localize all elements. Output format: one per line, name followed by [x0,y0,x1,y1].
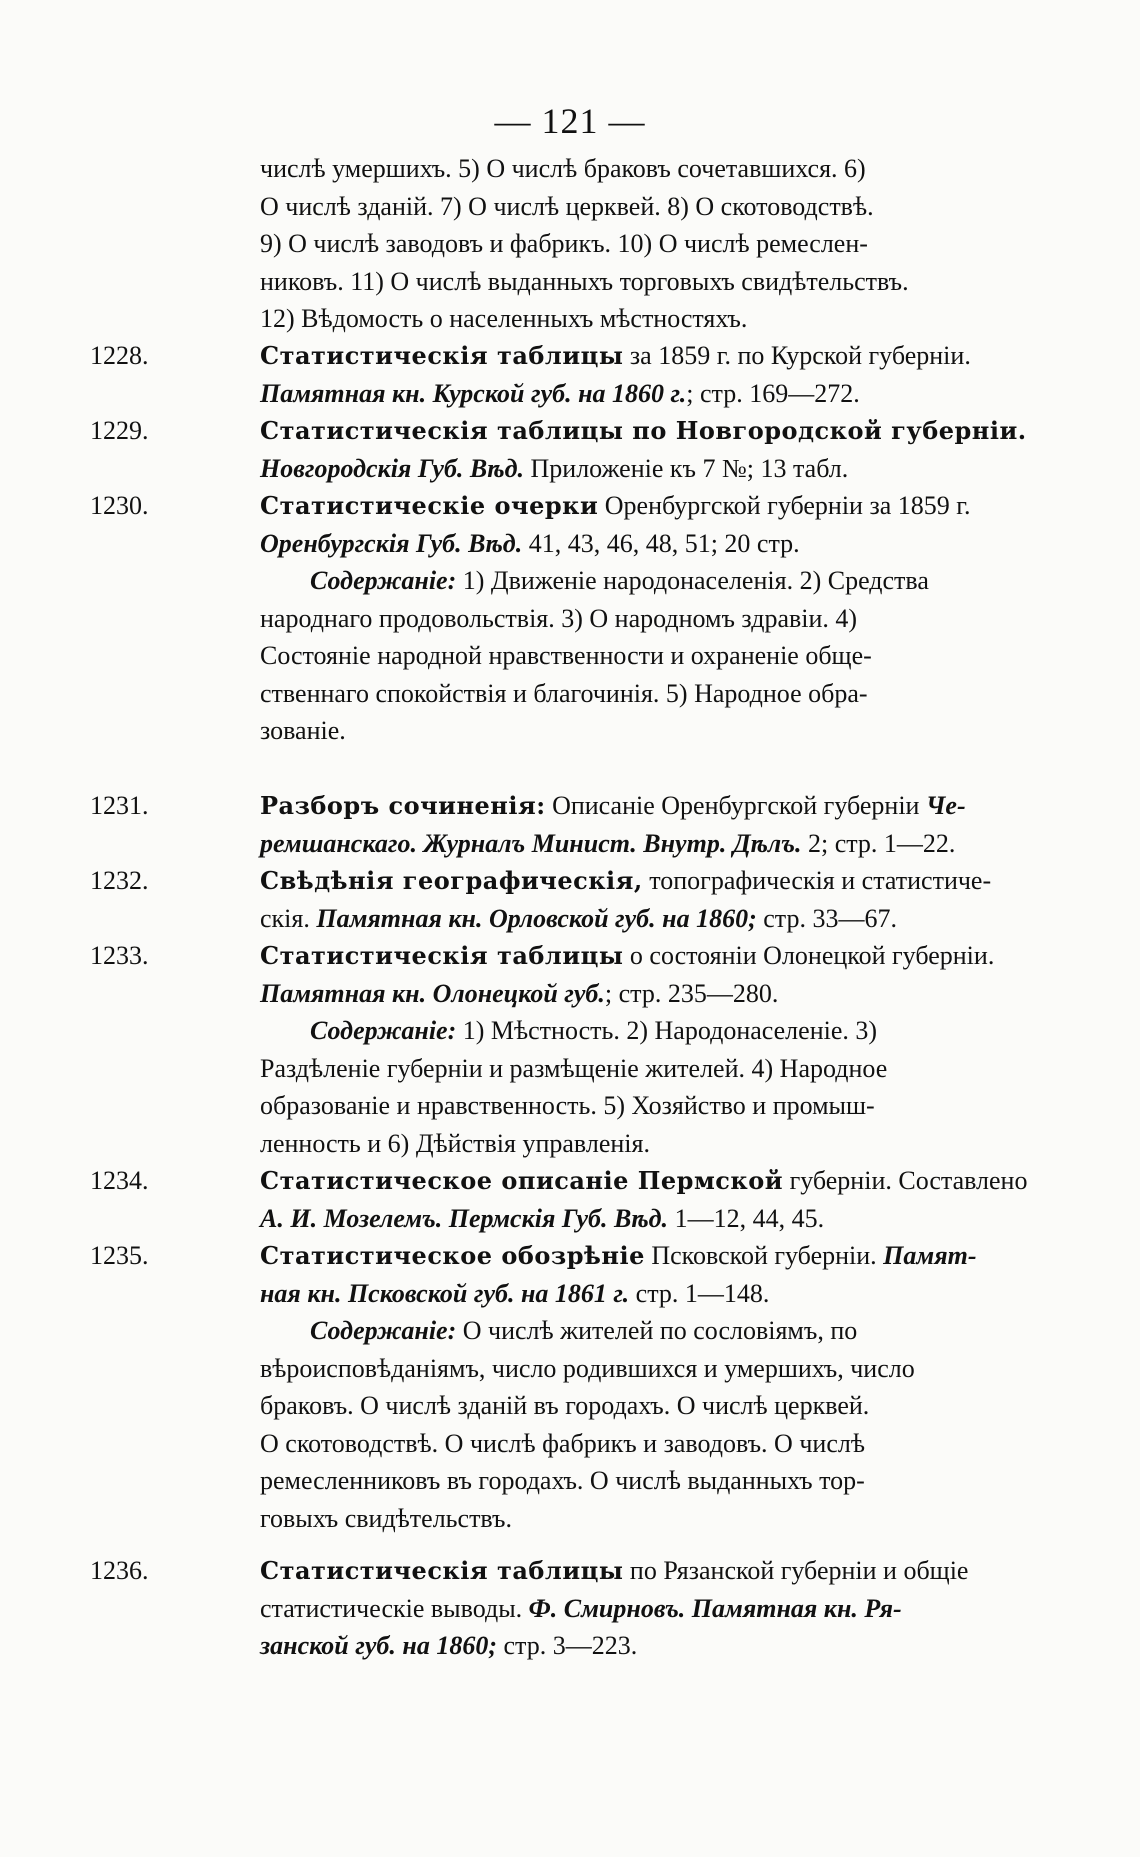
entry-pages: стр. 3—223. [496,1631,638,1660]
content-text: зованіе. [260,716,346,745]
entry-pages: 2; стр. 1—22. [801,828,956,858]
entry-number: 1229. [90,416,149,445]
entry-title: Статистическія таблицы [260,941,624,970]
entry-pages: стр. 33—67. [756,903,897,933]
content-label: Содержаніе: [310,566,457,595]
entry-pages: 41, 43, 46, 48, 51; 20 стр. [522,528,800,558]
entry-source: ная кн. Псковской губ. на 1861 г. [260,1278,630,1308]
entry-title: Статистическое описаніе Пермской [260,1166,784,1195]
entry-text: по Рязанской губерніи и общіе [623,1556,969,1585]
entry-pages: 1—12, 44, 45. [668,1203,825,1233]
entry-number: 1233. [90,941,149,970]
entry-text: за 1859 г. по Курской губерніи. [623,341,971,370]
text-line: 9) О числѣ заводовъ и фабрикъ. 10) О числѣ ремеслен- [260,229,868,258]
entry-1232 [90,862,990,937]
text-line: О числѣ зданій. 7) О числѣ церквей. 8) О скотоводствѣ. [260,191,874,221]
content-text: О числѣ жителей по сословіямъ, по [456,1316,858,1345]
entry-source: Новгородскія Губ. Вѣд. [260,453,525,483]
text-line: 12) Вѣдомость о населенныхъ мѣстностяхъ. [260,304,748,333]
entry-pages: стр. 1—148. [629,1278,770,1308]
entry-text: Оренбургской губерніи за 1859 г. [598,491,971,520]
entry-source: А. И. Мозелемъ. Пермскія Губ. Вѣд. [260,1203,669,1233]
entry-1233 [90,937,995,1162]
entry-pages: ; стр. 169—272. [686,378,860,408]
entry-source: Памят- [883,1241,977,1270]
entry-number: 1235. [90,1241,149,1270]
entry-pages: Приложеніе къ 7 №; 13 табл. [524,453,849,483]
content-text: О скотоводствѣ. О числѣ фабрикъ и заводовъ. О числѣ [260,1428,865,1458]
content-text: браковъ. О числѣ зданій въ городахъ. О числѣ церквей. [260,1391,870,1420]
text-line: числѣ умершихъ. 5) О числѣ браковъ сочетавшихся. 6) [260,154,866,183]
entry-author: Че- [925,791,966,820]
content-text: ственнаго спокойствія и благочинія. 5) Народное обра- [260,678,868,708]
text-line: никовъ. 11) О числѣ выданныхъ торговыхъ свидѣтельствъ. [260,266,909,296]
content-text: говыхъ свидѣтельствъ. [260,1503,513,1533]
entry-source: занской губ. на 1860; [260,1631,497,1660]
entry-source: Памятная кн. Орловской губ. на 1860; [316,903,757,933]
entry-number: 1228. [90,341,149,370]
content-text: 1) Движеніе народонаселенія. 2) Средства [456,566,929,595]
entry-source: ремшанскаго. Журналъ Минист. Внутр. Дѣлъ. [260,828,802,858]
entry-number: 1232. [90,866,149,895]
page-number: — 121 — [494,101,646,141]
entry-pages: ; стр. 235—280. [604,978,779,1008]
entry-1229 [90,412,1027,487]
content-text: 1) Мѣстность. 2) Народонаселеніе. 3) [456,1016,878,1045]
content-label: Содержаніе: [310,1316,457,1345]
entry-source: Ф. Смирновъ. Памятная кн. Ря- [528,1593,902,1623]
content-text: ленность и 6) Дѣйствія управленія. [260,1128,650,1158]
entry-1235 [90,1237,990,1537]
entry-1234 [90,1162,1028,1237]
entry-number: 1230. [90,491,149,520]
entry-title: Статистическія таблицы по Новгородской губерніи. [260,416,1027,445]
entry-1231 [90,787,990,862]
entry-source: Памятная кн. Олонецкой губ. [260,978,605,1008]
entry-number: 1236. [90,1556,149,1585]
content-text: ремесленниковъ въ городахъ. О числѣ выданныхъ тор- [260,1466,865,1495]
entry-text: статистическіе выводы. [260,1593,529,1623]
content-text: народнаго продовольствія. 3) О народномъ здравіи. 4) [260,603,858,633]
entry-text: скія. [260,903,317,933]
entry-text: губерніи. Составлено [783,1166,1028,1195]
content-label: Содержаніе: [310,1016,457,1045]
content-text: вѣроисповѣданіямъ, число родившихся и умершихъ, число [260,1353,915,1383]
entry-title: Разборъ сочиненія: [260,791,546,820]
intro-text [90,150,990,338]
entry-number: 1231. [90,791,149,820]
entry-number: 1234. [90,1166,149,1195]
entry-text: Описаніе Оренбургской губерніи [545,791,926,820]
content-text: Раздѣленіе губерніи и размѣщеніе жителей. 4) Народное [260,1053,888,1083]
entry-1230 [90,487,990,750]
entry-title: Статистическія таблицы [260,1556,624,1585]
content-text: Состояніе народной нравственности и охраненіе обще- [260,641,872,670]
entry-1236 [90,1552,990,1665]
entry-text: Псковской губерніи. [644,1241,884,1270]
entry-source: Оренбургскія Губ. Вѣд. [260,528,523,558]
entry-title: Статистическія таблицы [260,341,624,370]
content-text: образованіе и нравственность. 5) Хозяйство и промыш- [260,1091,875,1120]
entry-source: Памятная кн. Курской губ. на 1860 г. [260,378,687,408]
entry-title: Статистическое обозрѣніе [260,1241,645,1270]
entry-title: Свѣдѣнія географическія, [260,866,643,895]
entry-1228 [90,337,990,412]
entry-text: о состояніи Олонецкой губерніи. [623,941,995,970]
entry-text: топографическія и статистиче- [642,866,992,895]
entry-title: Статистическіе очерки [260,491,599,520]
